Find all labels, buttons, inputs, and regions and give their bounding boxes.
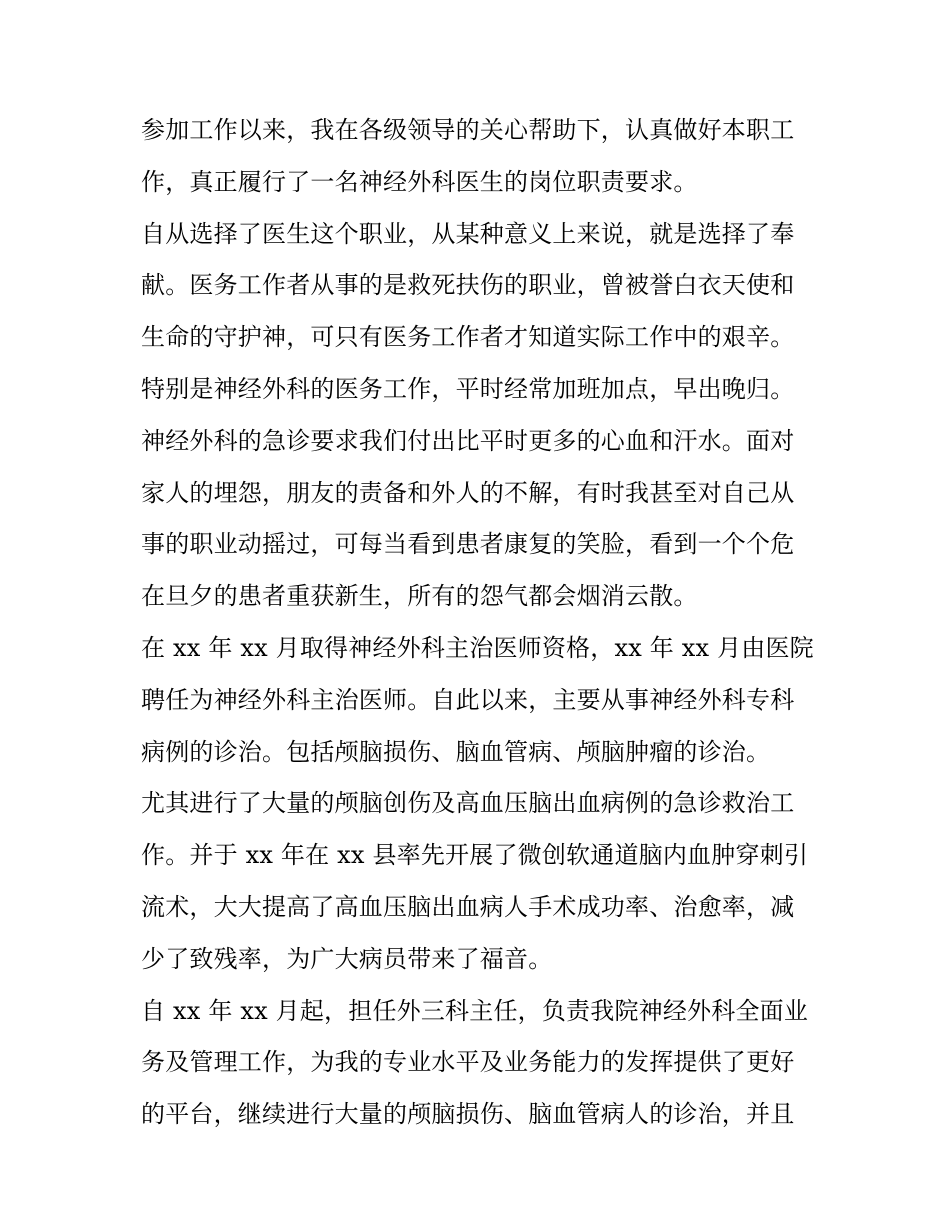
text-line: 作，真正履行了一名神经外科医生的岗位职责要求。 — [141, 167, 698, 196]
text-line: 作。并于 xx 年在 xx 县率先开展了微创软通道脑内血肿穿刺引 — [141, 841, 809, 870]
text-line: 家人的埋怨，朋友的责备和外人的不解，有时我甚至对自己从 — [141, 478, 795, 507]
text-line: 聘任为神经外科主治医师。自此以来，主要从事神经外科专科 — [141, 685, 795, 714]
text-line: 在旦夕的患者重获新生，所有的怨气都会烟消云散。 — [141, 582, 698, 611]
text-line: 病例的诊治。包括颅脑损伤、脑血管病、颅脑肿瘤的诊治。 — [141, 737, 771, 766]
text-line: 自 xx 年 xx 月起，担任外三科主任，负责我院神经外科全面业 — [141, 996, 809, 1025]
text-line: 务及管理工作，为我的专业水平及业务能力的发挥提供了更好 — [141, 1048, 795, 1077]
text-line: 特别是神经外科的医务工作，平时经常加班加点，早出晚归。 — [141, 374, 795, 403]
text-line: 自从选择了医生这个职业，从某种意义上来说，就是选择了奉 — [141, 219, 795, 248]
text-line: 参加工作以来，我在各级领导的关心帮助下，认真做好本职工 — [141, 116, 795, 144]
text-line: 在 xx 年 xx 月取得神经外科主治医师资格，xx 年 xx 月由医院 — [141, 633, 814, 662]
text-line: 尤其进行了大量的颅脑创伤及高血压脑出血病例的急诊救治工 — [141, 789, 795, 818]
text-line: 少了致残率，为广大病员带来了福音。 — [141, 944, 553, 973]
text-line: 神经外科的急诊要求我们付出比平时更多的心血和汗水。面对 — [141, 426, 795, 455]
text-line: 献。医务工作者从事的是救死扶伤的职业，曾被誉白衣天使和 — [141, 271, 795, 300]
text-line: 事的职业动摇过，可每当看到患者康复的笑脸，看到一个个危 — [141, 530, 795, 559]
text-line: 流术，大大提高了高血压脑出血病人手术成功率、治愈率，减 — [141, 892, 795, 921]
text-line: 生命的守护神，可只有医务工作者才知道实际工作中的艰辛。 — [141, 323, 795, 352]
text-line: 的平台，继续进行大量的颅脑损伤、脑血管病人的诊治，并且 — [141, 1100, 795, 1129]
body-text — [141, 111, 821, 1147]
